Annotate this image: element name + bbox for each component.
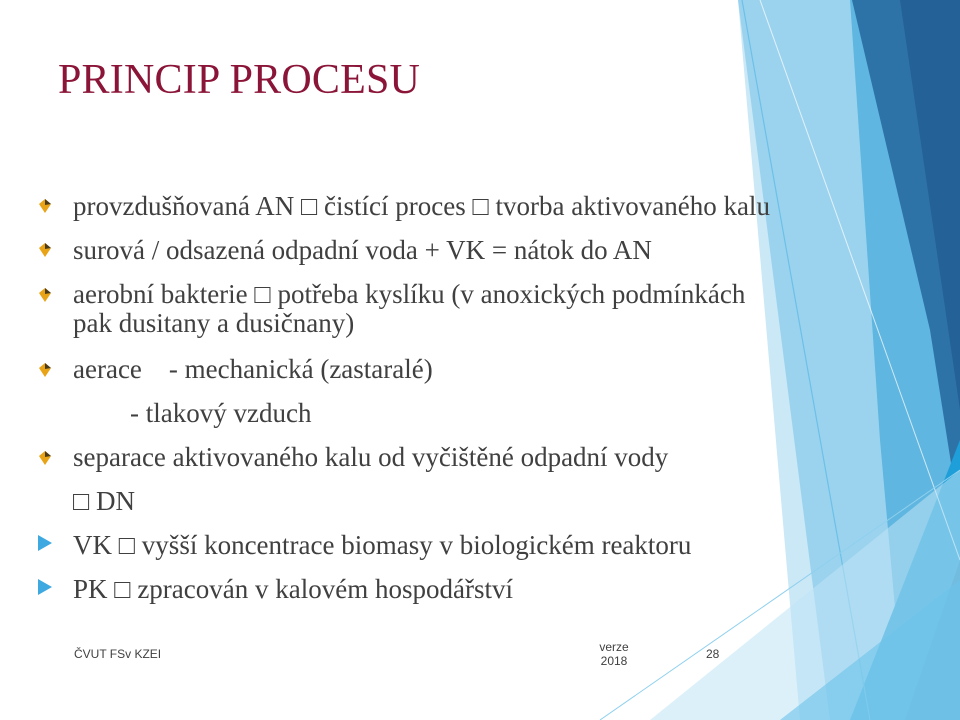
footer-version-year: 2018	[600, 654, 628, 668]
bullet-line-3: aerobní bakterie □ potřeba kyslíku (v anoxických podmínkách	[73, 279, 746, 309]
footer-institution: ČVUT FSv KZEI	[74, 647, 162, 661]
gold-dot-bullet-icon	[38, 287, 52, 303]
bullet-line-2: surová / odsazená odpadní voda + VK = nátok do AN	[73, 235, 652, 265]
slide-title: PRINCIP PROCESU	[58, 57, 421, 103]
gold-dot-bullet-icon	[38, 362, 52, 378]
bullet-line-3-continued: pak dusitany a dusičnany)	[73, 308, 355, 338]
bullet-line-5-sub: □ DN	[73, 486, 136, 516]
triangle-bullet-icon	[37, 578, 53, 596]
triangle-bullet-icon	[37, 534, 53, 552]
gold-dot-bullet-icon	[38, 242, 52, 258]
bullet-line-4-sub: - tlakový vzduch	[130, 398, 312, 428]
bullet-line-5: separace aktivovaného kalu od vyčištěné odpadní vody	[73, 442, 669, 472]
bullet-line-6: VK □ vyšší koncentrace biomasy v biologickém reaktoru	[73, 530, 692, 560]
bullet-line-1: provzdušňovaná AN □ čistící proces □ tvorba aktivovaného kalu	[73, 191, 770, 221]
bullet-line-4: aerace - mechanická (zastaralé)	[73, 354, 433, 384]
gold-dot-bullet-icon	[38, 450, 52, 466]
footer-version	[594, 640, 634, 668]
page-number: 28	[706, 647, 720, 661]
footer-version-label: verze	[599, 640, 629, 654]
bullet-line-7: PK □ zpracován v kalovém hospodářství	[73, 574, 513, 604]
gold-dot-bullet-icon	[38, 198, 52, 214]
